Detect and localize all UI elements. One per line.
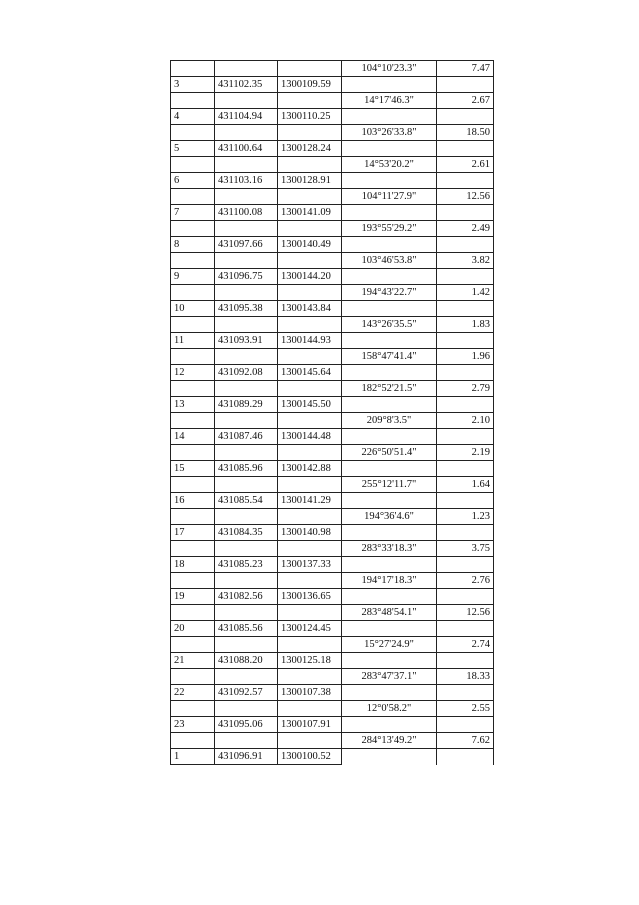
- y-coordinate-cell: 1300140.49: [278, 237, 342, 253]
- distance-cell: 2.67: [437, 93, 494, 109]
- point-number-cell: [171, 317, 215, 333]
- point-number-cell: [171, 61, 215, 77]
- point-row: [171, 333, 494, 349]
- bearing-angle-cell: 14°17'46.3": [342, 93, 437, 109]
- distance-cell: 1.23: [437, 509, 494, 525]
- point-row: [171, 621, 494, 637]
- x-coordinate-cell: 431082.56: [215, 589, 278, 605]
- segment-row: [171, 637, 494, 653]
- point-row: [171, 589, 494, 605]
- y-coordinate-cell: 1300124.45: [278, 621, 342, 637]
- bearing-angle-cell: [342, 365, 437, 381]
- distance-cell: 1.96: [437, 349, 494, 365]
- segment-row: [171, 157, 494, 173]
- distance-cell: [437, 589, 494, 605]
- point-number-cell: 1: [171, 749, 215, 765]
- point-number-cell: [171, 189, 215, 205]
- segment-row: [171, 573, 494, 589]
- bearing-angle-cell: [342, 141, 437, 157]
- bearing-angle-cell: 103°26'33.8": [342, 125, 437, 141]
- x-coordinate-cell: 431093.91: [215, 333, 278, 349]
- bearing-angle-cell: 14°53'20.2": [342, 157, 437, 173]
- bearing-angle-cell: [342, 333, 437, 349]
- y-coordinate-cell: 1300128.91: [278, 173, 342, 189]
- x-coordinate-cell: 431103.16: [215, 173, 278, 189]
- y-coordinate-cell: 1300125.18: [278, 653, 342, 669]
- x-coordinate-cell: 431085.96: [215, 461, 278, 477]
- x-coordinate-cell: [215, 637, 278, 653]
- y-coordinate-cell: 1300110.25: [278, 109, 342, 125]
- point-number-cell: 23: [171, 717, 215, 733]
- distance-cell: [437, 237, 494, 253]
- x-coordinate-cell: [215, 541, 278, 557]
- point-number-cell: [171, 413, 215, 429]
- x-coordinate-cell: [215, 605, 278, 621]
- y-coordinate-cell: 1300100.52: [278, 749, 342, 765]
- y-coordinate-cell: [278, 509, 342, 525]
- point-number-cell: [171, 477, 215, 493]
- distance-cell: [437, 397, 494, 413]
- distance-cell: [437, 301, 494, 317]
- y-coordinate-cell: 1300140.98: [278, 525, 342, 541]
- x-coordinate-cell: [215, 733, 278, 749]
- distance-cell: [437, 557, 494, 573]
- distance-cell: [437, 77, 494, 93]
- distance-cell: 12.56: [437, 189, 494, 205]
- segment-row: [171, 669, 494, 685]
- x-coordinate-cell: 431092.57: [215, 685, 278, 701]
- x-coordinate-cell: [215, 413, 278, 429]
- distance-cell: 12.56: [437, 605, 494, 621]
- distance-cell: 1.83: [437, 317, 494, 333]
- point-number-cell: [171, 445, 215, 461]
- y-coordinate-cell: 1300137.33: [278, 557, 342, 573]
- distance-cell: [437, 173, 494, 189]
- y-coordinate-cell: 1300141.09: [278, 205, 342, 221]
- segment-row: [171, 445, 494, 461]
- x-coordinate-cell: [215, 285, 278, 301]
- x-coordinate-cell: 431102.35: [215, 77, 278, 93]
- y-coordinate-cell: [278, 221, 342, 237]
- y-coordinate-cell: 1300145.50: [278, 397, 342, 413]
- y-coordinate-cell: [278, 61, 342, 77]
- y-coordinate-cell: [278, 125, 342, 141]
- x-coordinate-cell: [215, 125, 278, 141]
- distance-cell: [437, 749, 494, 765]
- y-coordinate-cell: [278, 189, 342, 205]
- point-row: [171, 653, 494, 669]
- x-coordinate-cell: [215, 381, 278, 397]
- x-coordinate-cell: [215, 477, 278, 493]
- y-coordinate-cell: [278, 445, 342, 461]
- bearing-angle-cell: [342, 237, 437, 253]
- distance-cell: [437, 493, 494, 509]
- segment-row: [171, 413, 494, 429]
- y-coordinate-cell: 1300109.59: [278, 77, 342, 93]
- bearing-angle-cell: [342, 77, 437, 93]
- point-row: [171, 77, 494, 93]
- bearing-angle-cell: [342, 461, 437, 477]
- x-coordinate-cell: 431096.91: [215, 749, 278, 765]
- point-row: [171, 237, 494, 253]
- point-number-cell: [171, 285, 215, 301]
- distance-cell: 2.61: [437, 157, 494, 173]
- point-number-cell: 22: [171, 685, 215, 701]
- x-coordinate-cell: [215, 317, 278, 333]
- bearing-angle-cell: 194°17'18.3": [342, 573, 437, 589]
- distance-cell: 2.49: [437, 221, 494, 237]
- distance-cell: 2.79: [437, 381, 494, 397]
- x-coordinate-cell: [215, 93, 278, 109]
- distance-cell: 3.82: [437, 253, 494, 269]
- segment-row: [171, 61, 494, 77]
- segment-row: [171, 509, 494, 525]
- point-row: [171, 685, 494, 701]
- segment-row: [171, 701, 494, 717]
- segment-row: [171, 189, 494, 205]
- x-coordinate-cell: 431100.64: [215, 141, 278, 157]
- distance-cell: [437, 141, 494, 157]
- segment-row: [171, 93, 494, 109]
- y-coordinate-cell: [278, 253, 342, 269]
- point-number-cell: [171, 349, 215, 365]
- distance-cell: 2.19: [437, 445, 494, 461]
- y-coordinate-cell: 1300145.64: [278, 365, 342, 381]
- distance-cell: [437, 685, 494, 701]
- point-number-cell: [171, 381, 215, 397]
- bearing-angle-cell: 284°13'49.2": [342, 733, 437, 749]
- y-coordinate-cell: [278, 477, 342, 493]
- bearing-angle-cell: [342, 589, 437, 605]
- bearing-angle-cell: 182°52'21.5": [342, 381, 437, 397]
- point-number-cell: 18: [171, 557, 215, 573]
- bearing-angle-cell: 194°36'4.6": [342, 509, 437, 525]
- point-row: [171, 269, 494, 285]
- point-number-cell: 4: [171, 109, 215, 125]
- x-coordinate-cell: 431100.08: [215, 205, 278, 221]
- bearing-angle-cell: [342, 205, 437, 221]
- distance-cell: [437, 717, 494, 733]
- bearing-angle-cell: [342, 685, 437, 701]
- point-number-cell: [171, 605, 215, 621]
- point-number-cell: 8: [171, 237, 215, 253]
- distance-cell: 2.55: [437, 701, 494, 717]
- point-number-cell: [171, 733, 215, 749]
- distance-cell: [437, 269, 494, 285]
- distance-cell: [437, 205, 494, 221]
- point-number-cell: 3: [171, 77, 215, 93]
- x-coordinate-cell: [215, 157, 278, 173]
- point-number-cell: 9: [171, 269, 215, 285]
- point-row: [171, 173, 494, 189]
- y-coordinate-cell: 1300107.91: [278, 717, 342, 733]
- point-number-cell: 10: [171, 301, 215, 317]
- bearing-angle-cell: 12°0'58.2": [342, 701, 437, 717]
- x-coordinate-cell: [215, 669, 278, 685]
- bearing-angle-cell: [342, 429, 437, 445]
- point-number-cell: 19: [171, 589, 215, 605]
- bearing-angle-cell: 15°27'24.9": [342, 637, 437, 653]
- y-coordinate-cell: [278, 669, 342, 685]
- distance-cell: 1.42: [437, 285, 494, 301]
- x-coordinate-cell: 431092.08: [215, 365, 278, 381]
- y-coordinate-cell: 1300143.84: [278, 301, 342, 317]
- segment-row: [171, 541, 494, 557]
- point-number-cell: [171, 701, 215, 717]
- x-coordinate-cell: 431088.20: [215, 653, 278, 669]
- bearing-angle-cell: 283°48'54.1": [342, 605, 437, 621]
- x-coordinate-cell: 431095.06: [215, 717, 278, 733]
- bearing-angle-cell: [342, 525, 437, 541]
- y-coordinate-cell: [278, 701, 342, 717]
- y-coordinate-cell: 1300141.29: [278, 493, 342, 509]
- x-coordinate-cell: 431089.29: [215, 397, 278, 413]
- point-number-cell: 7: [171, 205, 215, 221]
- segment-row: [171, 477, 494, 493]
- y-coordinate-cell: [278, 381, 342, 397]
- x-coordinate-cell: [215, 349, 278, 365]
- segment-row: [171, 221, 494, 237]
- distance-cell: 7.62: [437, 733, 494, 749]
- point-row: [171, 109, 494, 125]
- point-row: [171, 141, 494, 157]
- x-coordinate-cell: 431084.35: [215, 525, 278, 541]
- coordinate-table: [170, 60, 494, 765]
- y-coordinate-cell: 1300107.38: [278, 685, 342, 701]
- segment-row: [171, 733, 494, 749]
- point-row: [171, 749, 494, 765]
- point-row: [171, 557, 494, 573]
- point-number-cell: [171, 253, 215, 269]
- point-number-cell: [171, 157, 215, 173]
- point-number-cell: 21: [171, 653, 215, 669]
- point-row: [171, 301, 494, 317]
- x-coordinate-cell: 431085.23: [215, 557, 278, 573]
- point-number-cell: [171, 669, 215, 685]
- point-number-cell: 12: [171, 365, 215, 381]
- bearing-angle-cell: 103°46'53.8": [342, 253, 437, 269]
- point-number-cell: 14: [171, 429, 215, 445]
- bearing-angle-cell: 104°10'23.3": [342, 61, 437, 77]
- distance-cell: 18.33: [437, 669, 494, 685]
- distance-cell: [437, 525, 494, 541]
- bearing-angle-cell: 255°12'11.7": [342, 477, 437, 493]
- segment-row: [171, 349, 494, 365]
- segment-row: [171, 381, 494, 397]
- bearing-angle-cell: [342, 653, 437, 669]
- y-coordinate-cell: [278, 93, 342, 109]
- point-row: [171, 461, 494, 477]
- distance-cell: 7.47: [437, 61, 494, 77]
- x-coordinate-cell: 431097.66: [215, 237, 278, 253]
- segment-row: [171, 317, 494, 333]
- distance-cell: [437, 109, 494, 125]
- bearing-angle-cell: 209°8'3.5": [342, 413, 437, 429]
- point-row: [171, 397, 494, 413]
- y-coordinate-cell: [278, 605, 342, 621]
- x-coordinate-cell: [215, 573, 278, 589]
- distance-cell: [437, 621, 494, 637]
- point-number-cell: 11: [171, 333, 215, 349]
- distance-cell: [437, 461, 494, 477]
- bearing-angle-cell: 194°43'22.7": [342, 285, 437, 301]
- point-number-cell: [171, 93, 215, 109]
- bearing-angle-cell: [342, 109, 437, 125]
- x-coordinate-cell: 431096.75: [215, 269, 278, 285]
- bearing-angle-cell: 158°47'41.4": [342, 349, 437, 365]
- point-number-cell: [171, 509, 215, 525]
- x-coordinate-cell: 431085.54: [215, 493, 278, 509]
- segment-row: [171, 605, 494, 621]
- x-coordinate-cell: [215, 445, 278, 461]
- segment-row: [171, 253, 494, 269]
- point-number-cell: 6: [171, 173, 215, 189]
- bearing-angle-cell: [342, 621, 437, 637]
- point-row: [171, 205, 494, 221]
- y-coordinate-cell: 1300144.20: [278, 269, 342, 285]
- point-row: [171, 717, 494, 733]
- x-coordinate-cell: 431104.94: [215, 109, 278, 125]
- x-coordinate-cell: [215, 221, 278, 237]
- point-number-cell: [171, 221, 215, 237]
- y-coordinate-cell: [278, 637, 342, 653]
- y-coordinate-cell: 1300142.88: [278, 461, 342, 477]
- y-coordinate-cell: 1300144.93: [278, 333, 342, 349]
- point-number-cell: 15: [171, 461, 215, 477]
- distance-cell: 1.64: [437, 477, 494, 493]
- point-row: [171, 429, 494, 445]
- point-number-cell: 20: [171, 621, 215, 637]
- x-coordinate-cell: 431085.56: [215, 621, 278, 637]
- point-number-cell: 5: [171, 141, 215, 157]
- y-coordinate-cell: [278, 733, 342, 749]
- bearing-angle-cell: [342, 397, 437, 413]
- y-coordinate-cell: [278, 285, 342, 301]
- bearing-angle-cell: 226°50'51.4": [342, 445, 437, 461]
- point-number-cell: [171, 125, 215, 141]
- x-coordinate-cell: [215, 509, 278, 525]
- y-coordinate-cell: [278, 573, 342, 589]
- y-coordinate-cell: [278, 157, 342, 173]
- point-row: [171, 525, 494, 541]
- point-number-cell: 16: [171, 493, 215, 509]
- distance-cell: 2.76: [437, 573, 494, 589]
- distance-cell: 2.10: [437, 413, 494, 429]
- bearing-angle-cell: [342, 717, 437, 733]
- bearing-angle-cell: [342, 173, 437, 189]
- point-number-cell: 17: [171, 525, 215, 541]
- distance-cell: 3.75: [437, 541, 494, 557]
- x-coordinate-cell: [215, 701, 278, 717]
- bearing-angle-cell: 283°33'18.3": [342, 541, 437, 557]
- x-coordinate-cell: [215, 61, 278, 77]
- y-coordinate-cell: [278, 349, 342, 365]
- bearing-angle-cell: 143°26'35.5": [342, 317, 437, 333]
- point-number-cell: [171, 573, 215, 589]
- distance-cell: [437, 429, 494, 445]
- bearing-angle-cell: [342, 269, 437, 285]
- x-coordinate-cell: 431087.46: [215, 429, 278, 445]
- x-coordinate-cell: [215, 253, 278, 269]
- point-row: [171, 365, 494, 381]
- bearing-angle-cell: [342, 749, 437, 765]
- distance-cell: [437, 653, 494, 669]
- bearing-angle-cell: 193°55'29.2": [342, 221, 437, 237]
- bearing-angle-cell: [342, 301, 437, 317]
- segment-row: [171, 125, 494, 141]
- point-number-cell: 13: [171, 397, 215, 413]
- distance-cell: 18.50: [437, 125, 494, 141]
- x-coordinate-cell: 431095.38: [215, 301, 278, 317]
- coordinate-table-body: [171, 61, 494, 765]
- bearing-angle-cell: 283°47'37.1": [342, 669, 437, 685]
- point-number-cell: [171, 541, 215, 557]
- y-coordinate-cell: [278, 413, 342, 429]
- y-coordinate-cell: 1300144.48: [278, 429, 342, 445]
- y-coordinate-cell: 1300128.24: [278, 141, 342, 157]
- distance-cell: [437, 365, 494, 381]
- distance-cell: 2.74: [437, 637, 494, 653]
- x-coordinate-cell: [215, 189, 278, 205]
- y-coordinate-cell: 1300136.65: [278, 589, 342, 605]
- y-coordinate-cell: [278, 317, 342, 333]
- bearing-angle-cell: 104°11'27.9": [342, 189, 437, 205]
- distance-cell: [437, 333, 494, 349]
- y-coordinate-cell: [278, 541, 342, 557]
- segment-row: [171, 285, 494, 301]
- point-number-cell: [171, 637, 215, 653]
- bearing-angle-cell: [342, 557, 437, 573]
- bearing-angle-cell: [342, 493, 437, 509]
- point-row: [171, 493, 494, 509]
